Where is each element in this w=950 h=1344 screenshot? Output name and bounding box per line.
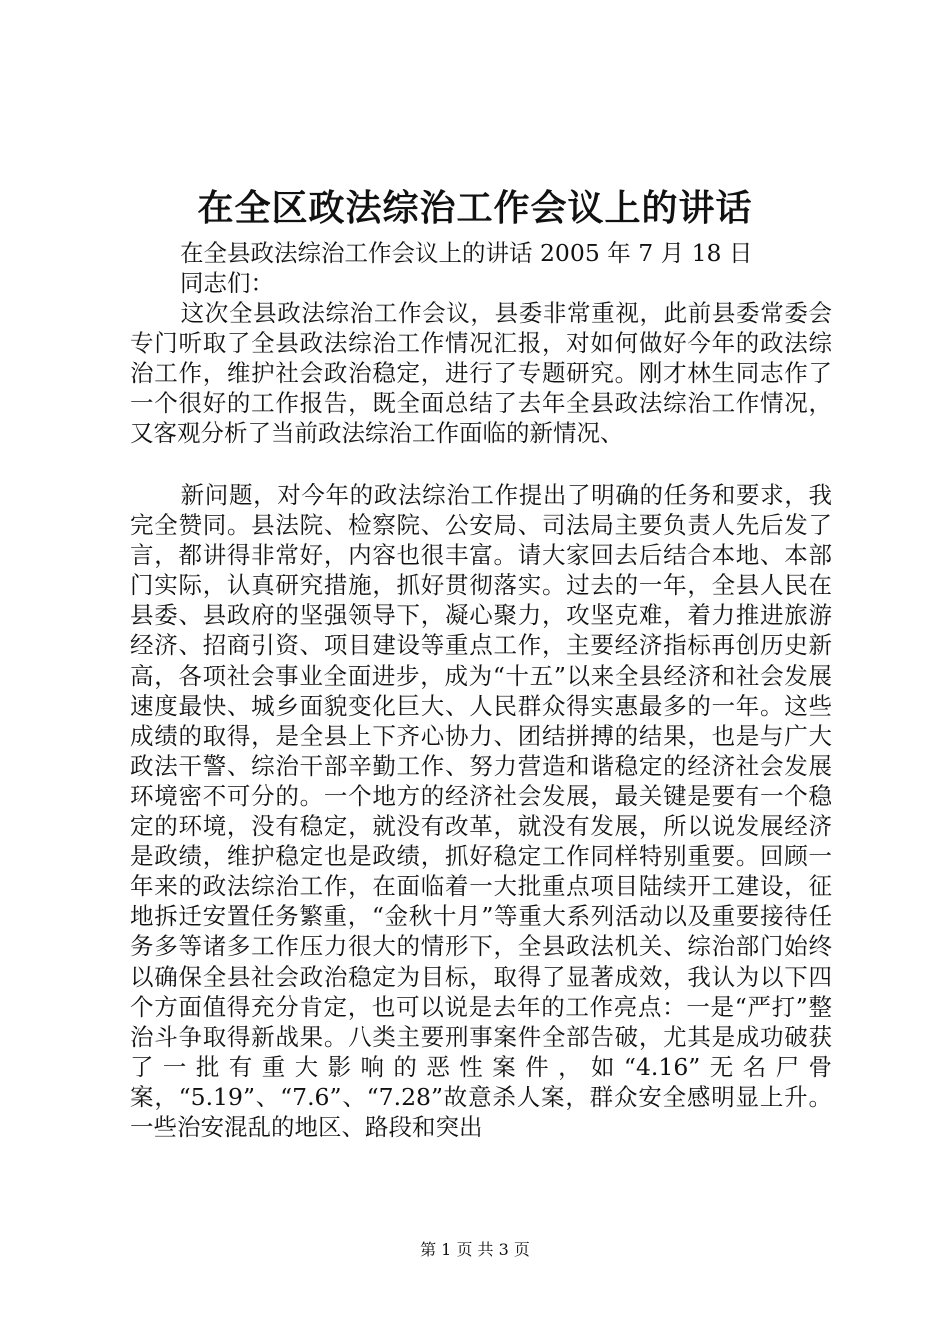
paragraph-2-text: 新问题，对今年的政法综治工作提出了明确的任务和要求，我完全赞同。县法院、检察院、公安局、司法局主要负责人先后发了言，都讲得非常好，内容也很丰富。请大家回去后结合本地、本部门实际，认真研究措施，抓好贯彻落实。过去的一年，全县人民在县委、县政府的坚强领导下，凝心聚力，攻坚克难，着力推进旅游经济、招商引资、项目建设等重点工作，主要经济指标再创历史新高，各项社会事业全面进步，成为“十五”以来全县经济和社会发展速度最快、城乡面貌变化巨大、人民群众得实惠最多的一年。这些成绩的取得，是全县上下齐心协力、团结拼搏的结果，也是与广大政法干警、综治干部辛勤工作、努力营造和谐稳定的经济社会发展环境密不可分的。一个地方的经济社会发展，最关键是要有一个稳定的环境，没有稳定，就没有改革，就没有发展，所以说发展经济是政绩，维护稳定也是政绩，抓好稳定工作同样特别重要。回顾一年来的政法综治工作，在面临着一大批重点项目陆续开工建设，征地拆迁安置任务繁重，“金秋十月”等重大系列活动以及重要接待任务多等诸多工作压力很大的情形下，全县政法机关、综治部门始终以确保全县社会政治稳定为目标，取得了显著成效，我认为以下四个方面值得充分肯定，也可以说是去年的工作亮点：一是“严打”整治斗争取得新战果。八类主要刑事案件全部告破，尤其是成功破获了一批有重大影响的恶性案件，如“4.16”无名尸骨案，“5.19”、“7.6”、“7.28”故意杀人案，群众安全感明显上升。一些治安混乱的地区、路段和突出 bbox=[130, 481, 832, 1141]
paragraph-1 bbox=[130, 298, 832, 448]
document-subtitle-line: 在全县政法综治工作会议上的讲话 2005 年 7 月 18 日 bbox=[180, 239, 753, 267]
salutation: 同志们： bbox=[180, 269, 274, 297]
document-title: 在全区政法综治工作会议上的讲话 bbox=[197, 187, 753, 229]
paragraph-1-text: 这次全县政法综治工作会议，县委非常重视，此前县委常委会专门听取了全县政法综治工作情况汇报，对如何做好今年的政法综治工作，维护社会政治稳定，进行了专题研究。刚才林生同志作了一个很好的工作报告，既全面总结了去年全县政法综治工作情况，又客观分析了当前政法综治工作面临的新情况、 bbox=[130, 299, 832, 448]
page-indicator: 第 1 页 共 3 页 bbox=[420, 1240, 530, 1259]
paragraph-2 bbox=[130, 480, 832, 1142]
